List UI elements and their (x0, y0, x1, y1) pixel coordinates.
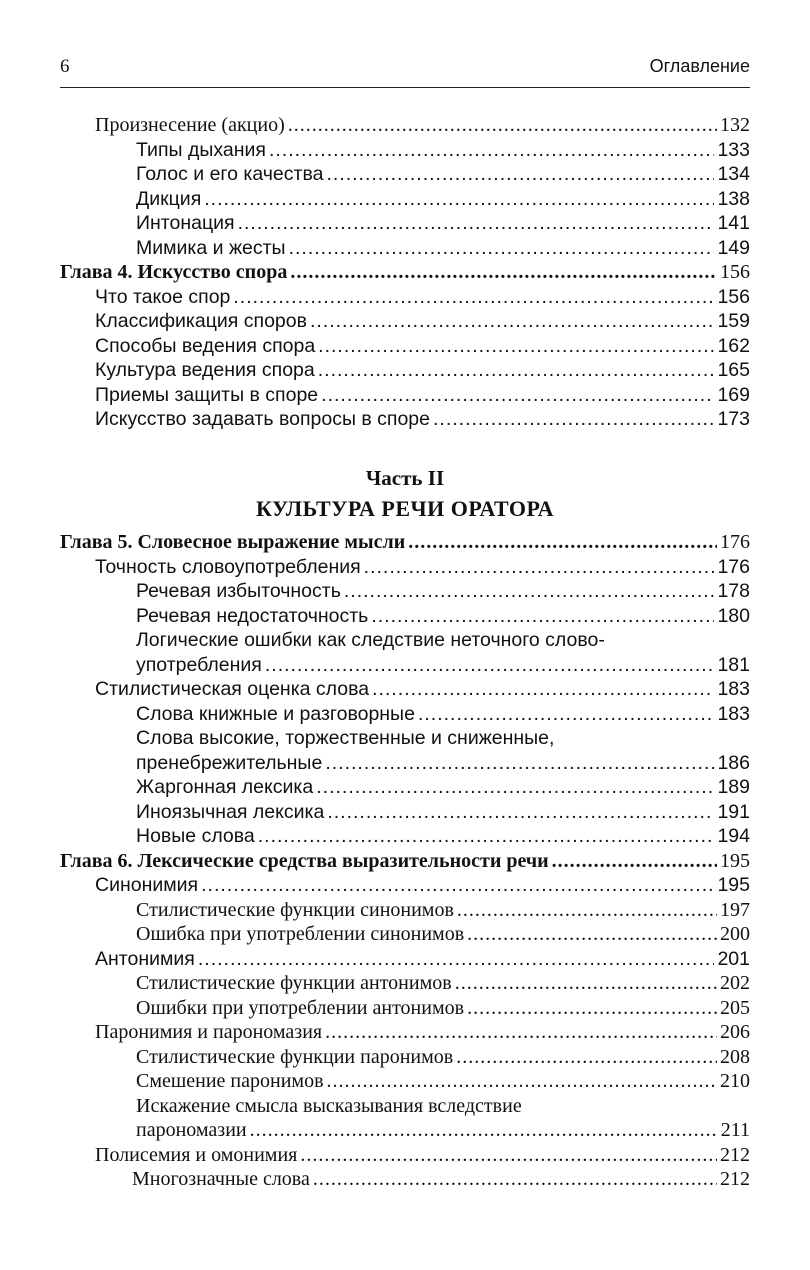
header-divider (60, 87, 750, 88)
toc-entry[interactable]: Синонимия ..... 195 (60, 873, 750, 898)
toc-entry[interactable]: Слова книжные и разговорные ..... 183 (60, 702, 750, 727)
toc-entry[interactable]: Искусство задавать вопросы в споре ..... 173 (60, 407, 750, 432)
toc-entry[interactable]: Мимика и жесты ..... 149 (60, 236, 750, 261)
toc-entry[interactable]: Иноязычная лексика ..... 191 (60, 800, 750, 825)
toc-chapter-entry[interactable]: Глава 4. Искусство спора ..... 156 (60, 260, 750, 285)
toc-entry[interactable]: Интонация ..... 141 (60, 211, 750, 236)
toc-entry[interactable]: Полисемия и омонимия ..... 212 (60, 1143, 750, 1168)
toc-entry[interactable]: Антонимия ..... 201 (60, 947, 750, 972)
toc-entry[interactable]: Стилистические функции синонимов ..... 197 (60, 898, 750, 923)
toc-entry[interactable]: Речевая недостаточность ..... 180 (60, 604, 750, 629)
toc-section-top (60, 113, 750, 432)
toc-entry[interactable]: Паронимия и парономазия ..... 206 (60, 1020, 750, 1045)
toc-entry[interactable]: пренебрежительные ..... 186 (60, 751, 750, 776)
toc-entry-wrapped-line: Логические ошибки как следствие неточного слово- (136, 629, 605, 651)
toc-entry[interactable]: Дикция ..... 138 (60, 187, 750, 212)
toc-chapter-entry[interactable]: Глава 6. Лексические средства выразительности речи ..... 195 (60, 849, 750, 874)
toc-entry[interactable]: Типы дыхания ..... 133 (60, 138, 750, 163)
toc-entry[interactable]: Новые слова ..... 194 (60, 824, 750, 849)
toc-entry-wrapped-line: Искажение смысла высказывания вследствие (136, 1094, 522, 1117)
toc-entry[interactable]: парономазии ..... 211 (60, 1118, 750, 1143)
toc-entry[interactable]: Стилистические функции паронимов ..... 208 (60, 1045, 750, 1070)
toc-entry[interactable]: Многозначные слова ..... 212 (60, 1167, 750, 1192)
toc-section-bottom (60, 530, 750, 1192)
toc-entry[interactable]: Голос и его качества ..... 134 (60, 162, 750, 187)
toc-entry[interactable]: Произнесение (акцио) ..... 132 (60, 113, 750, 138)
toc-entry[interactable]: Культура ведения спора ..... 165 (60, 358, 750, 383)
part-title: КУЛЬТУРА РЕЧИ ОРАТОРА (256, 496, 554, 521)
page-number: 6 (60, 56, 70, 77)
part-number: Часть II (365, 466, 445, 490)
toc-entry[interactable]: Смешение паронимов ..... 210 (60, 1069, 750, 1094)
toc-entry[interactable]: Приемы защиты в споре ..... 169 (60, 383, 750, 408)
toc-entry-wrapped-line: Слова высокие, торжественные и сниженные, (136, 727, 555, 749)
toc-entry[interactable]: Жаргонная лексика ..... 189 (60, 775, 750, 800)
toc-entry[interactable]: Ошибки при употреблении антонимов ..... 205 (60, 996, 750, 1021)
toc-entry[interactable]: Ошибка при употреблении синонимов ..... 200 (60, 922, 750, 947)
toc-entry[interactable]: Стилистические функции антонимов ..... 202 (60, 971, 750, 996)
toc-entry[interactable]: Точность словоупотребления ..... 176 (60, 555, 750, 580)
toc-entry[interactable]: Что такое спор ..... 156 (60, 285, 750, 310)
toc-entry[interactable]: Способы ведения спора ..... 162 (60, 334, 750, 359)
toc-entry[interactable]: Речевая избыточность ..... 178 (60, 579, 750, 604)
toc-entry[interactable]: Классификация споров ..... 159 (60, 309, 750, 334)
toc-entry[interactable]: употребления ..... 181 (60, 653, 750, 678)
toc-entry[interactable]: Стилистическая оценка слова ..... 183 (60, 677, 750, 702)
toc-chapter-entry[interactable]: Глава 5. Словесное выражение мысли ..... 176 (60, 530, 750, 555)
running-title: Оглавление (649, 56, 750, 76)
